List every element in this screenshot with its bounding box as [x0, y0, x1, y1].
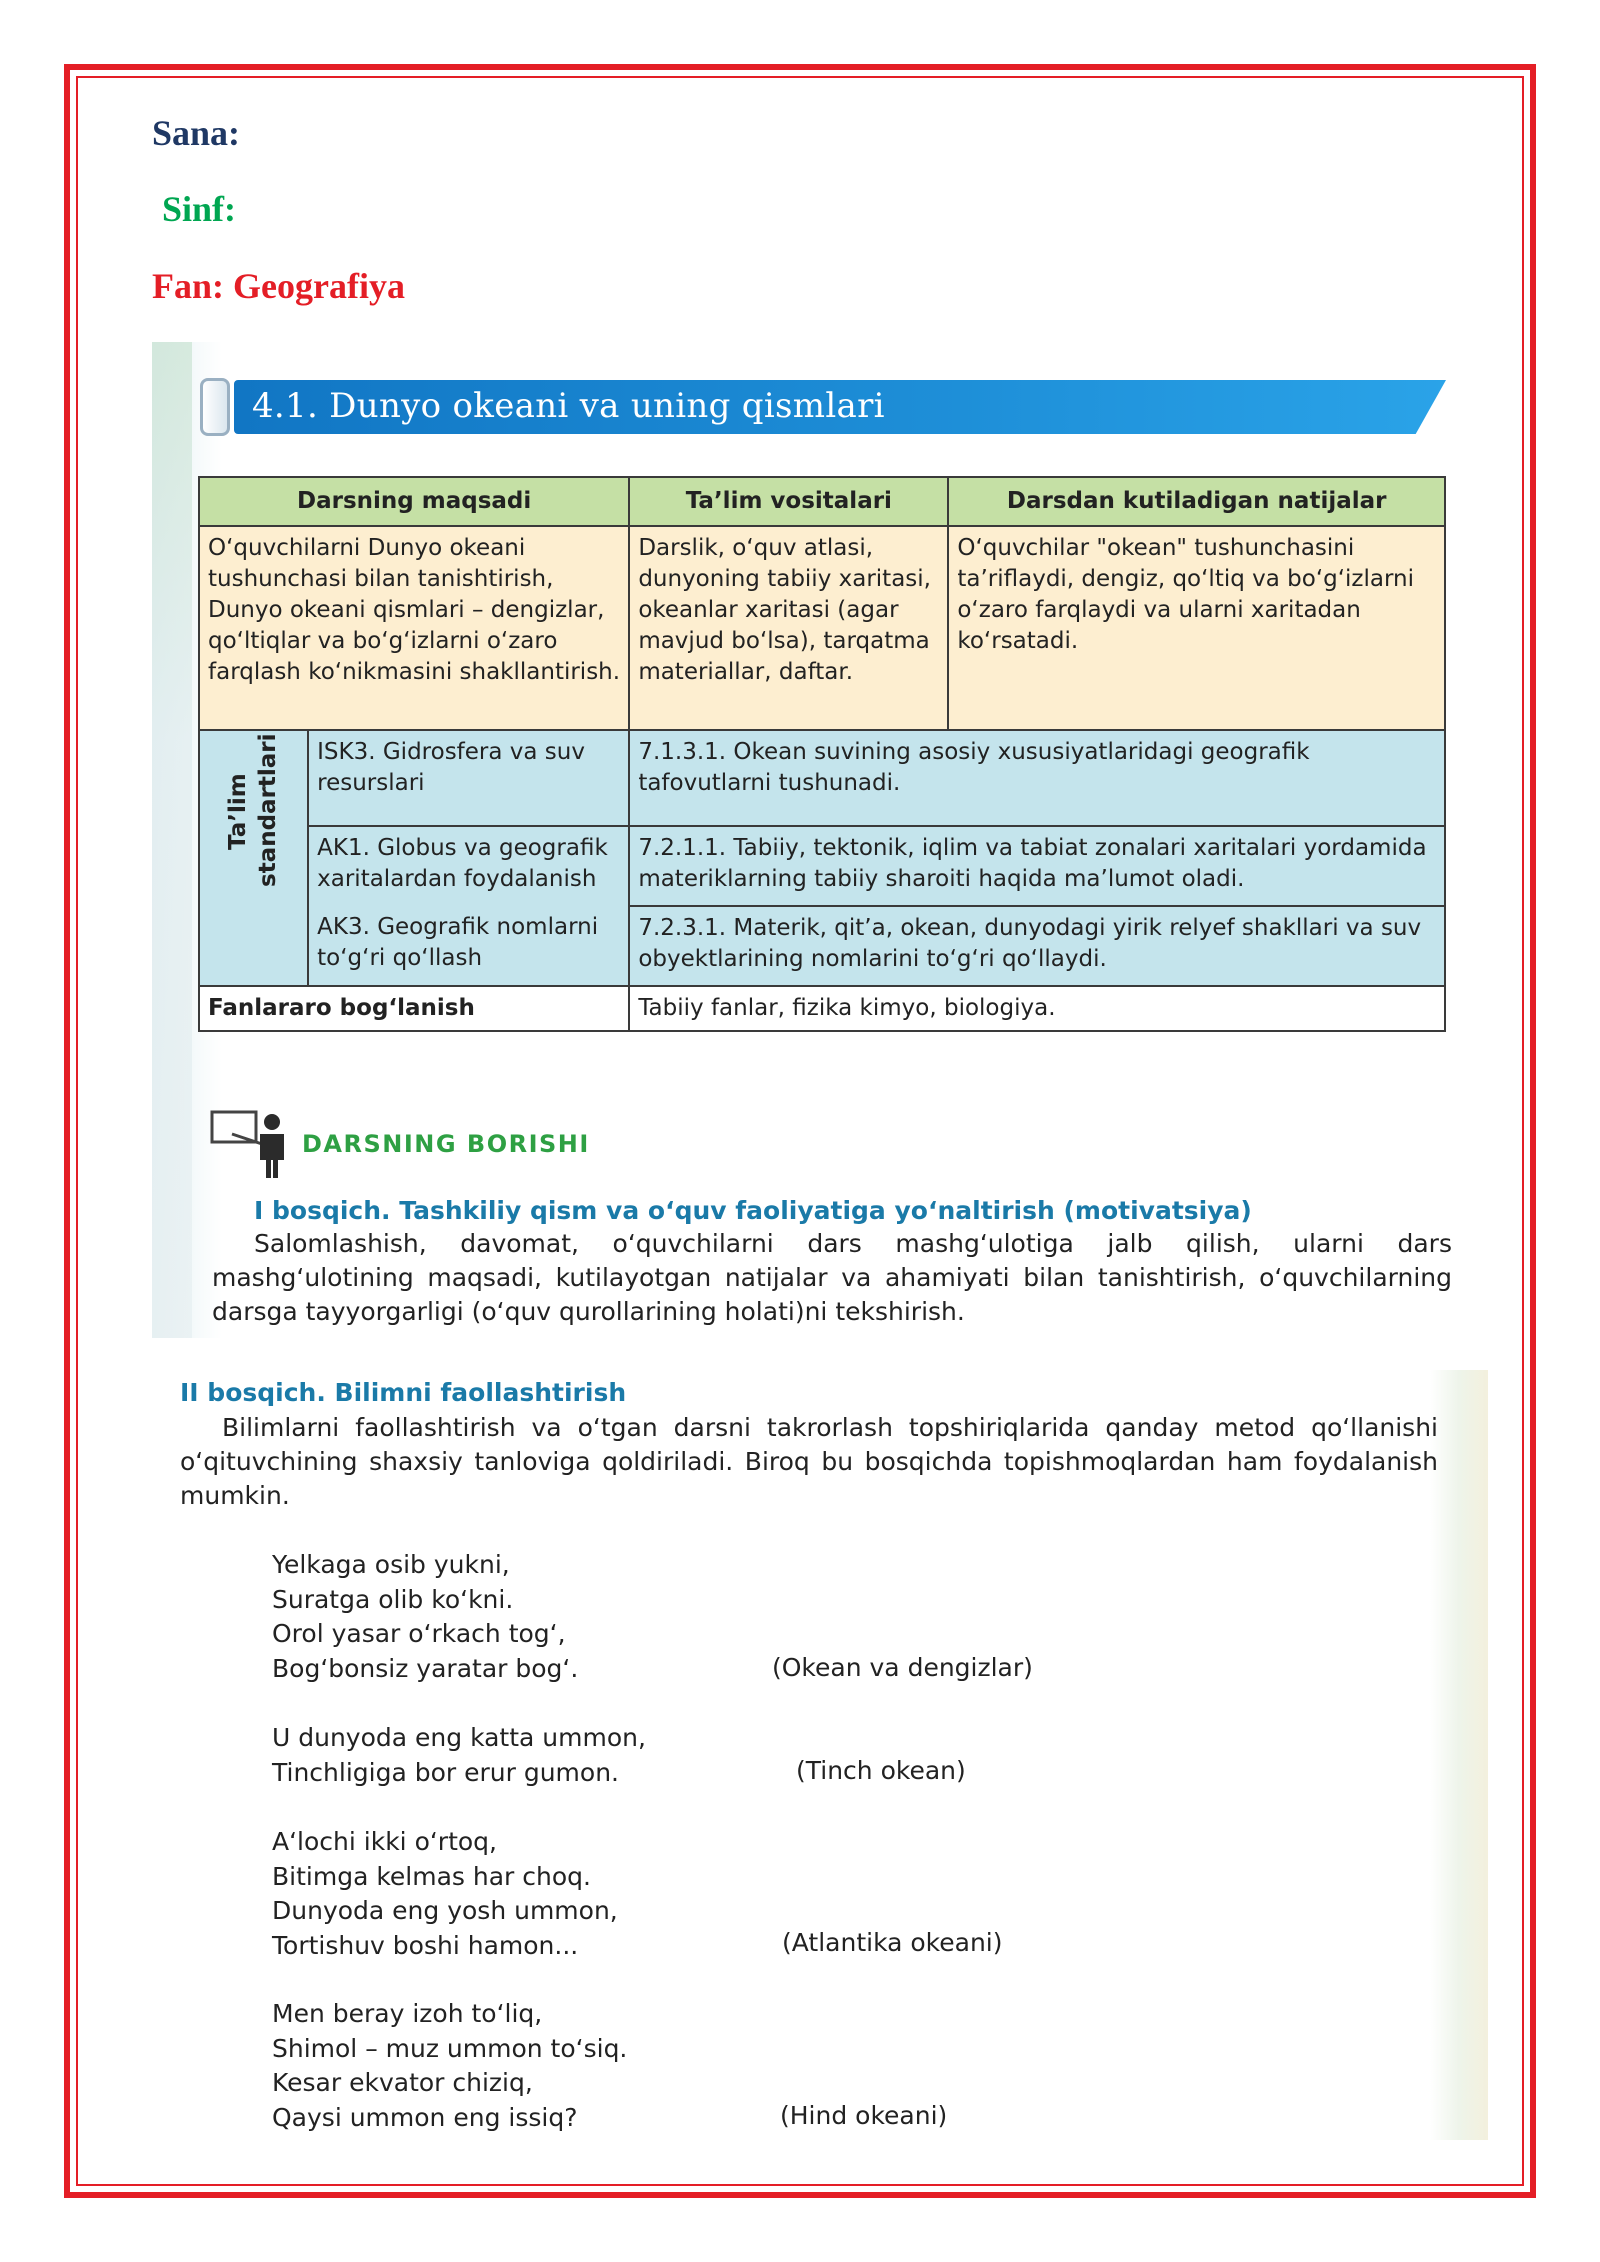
riddle-4-answer: (Hind okeani) [780, 2101, 948, 2130]
standards-label: Ta’lim standartlari [224, 733, 281, 887]
riddle-3 [272, 1825, 618, 1963]
riddle-1-answer: (Okean va dengizlar) [772, 1653, 1033, 1682]
table-row [199, 826, 1445, 906]
standards-label-cell [199, 730, 308, 986]
teacher-board-icon [210, 1108, 292, 1180]
stage1-text: Salomlashish, davomat, o‘quvchilarni dars mashg‘ulotiga jalb qilish, ularni dars mashg‘ulotining maqsadi, kutilayotgan natijalar va ahamiyati bilan tanishtirish, o‘quvchilarning darsga tayyorgarligi (o‘quv qurollarining holati)ni tekshirish. [212, 1229, 1452, 1326]
goal-cell: O‘quvchilarni Dunyo okeani tushunchasi bilan tanishtirish, Dunyo okeani qismlari – dengizlar, qo‘ltiqlar va bo‘g‘izlarni o‘zaro farqlash ko‘nikmasini shakllantirish. [199, 526, 629, 730]
standard-desc: 7.1.3.1. Okean suvining asosiy xususiyatlaridagi geografik tafovutlarni tushunadi. [629, 730, 1445, 826]
stage2-title: II bosqich. Bilimni faollashtirish [180, 1378, 627, 1407]
table-row [199, 986, 1445, 1031]
table-header-row [199, 477, 1445, 526]
riddle-line: Shimol – muz ummon to‘siq. [272, 2033, 628, 2063]
riddle-line: Men beray izoh to‘liq, [272, 1999, 543, 2028]
standard-code: ISK3. Gidrosfera va suv resurslari [308, 730, 629, 826]
riddle-line: Tinchligiga bor erur gumon. [272, 1757, 619, 1787]
riddle-line: Dunyoda eng yosh ummon, [272, 1896, 618, 1925]
header-results: Darsdan kutiladigan natijalar [948, 477, 1445, 526]
table-row [199, 526, 1445, 730]
riddle-line: Yelkaga osib yukni, [272, 1550, 510, 1579]
riddle-line: Suratga olib ko‘kni. [272, 1584, 514, 1614]
riddle-line: Bitimga kelmas har choq. [272, 1861, 591, 1891]
riddle-line: U dunyoda eng katta ummon, [272, 1723, 646, 1752]
tools-cell: Darslik, o‘quv atlasi, dunyoning tabiiy xaritasi, okeanlar xaritasi (agar mavjud bo‘lsa), tarqatma materiallar, daftar. [629, 526, 948, 730]
standard-desc: 7.2.3.1. Materik, qit’a, okean, dunyodagi yirik relyef shakllari va suv obyektlarining nomlarini to‘g‘ri qo‘llaydi. [629, 906, 1445, 986]
riddle-2-answer: (Tinch okean) [796, 1756, 966, 1785]
standard-desc: 7.2.1.1. Tabiiy, tektonik, iqlim va tabiat zonalari xaritalari yordamida materiklarning tabiiy sharoiti haqida ma’lumot oladi. [629, 826, 1445, 906]
riddle-4 [272, 1997, 627, 2135]
textbook-panel-edge [152, 342, 192, 1338]
riddle-line: Qaysi ummon eng issiq? [272, 2102, 578, 2132]
riddle-line: Orol yasar o‘rkach tog‘, [272, 1619, 566, 1648]
header-tools: Ta’lim vositalari [629, 477, 948, 526]
process-heading: DARSNING BORISHI [302, 1130, 590, 1158]
stage2-text: Bilimlarni faollashtirish va o‘tgan darsni takrorlash topshiriqlarida qanday metod qo‘llanishi o‘qituvchining shaxsiy tanloviga qoldiriladi. Biroq bu bosqichda topishmoqlardan ham foydalanish mumkin. [180, 1413, 1438, 1510]
riddle-2 [272, 1721, 646, 1790]
header-goal: Darsning maqsadi [199, 477, 629, 526]
interdisciplinary-label: Fanlararo bog‘lanish [199, 986, 629, 1031]
textbook-panel-right-edge [1430, 1370, 1488, 2140]
table-row [199, 730, 1445, 826]
subject-label: Fan: Geografiya [152, 266, 405, 306]
table-row [199, 906, 1445, 986]
riddle-line: Kesar ekvator chiziq, [272, 2068, 533, 2097]
class-label: Sinf: [162, 189, 237, 229]
date-label: Sana: [152, 113, 241, 153]
lesson-title: 4.1. Dunyo okeani va uning qismlari [252, 386, 885, 426]
lesson-title-banner [200, 376, 1450, 440]
results-cell: O‘quvchilar "okean" tushunchasini ta’riflaydi, dengiz, qo‘ltiq va bo‘g‘izlarni o‘zaro farqlaydi va ularni xaritadan ko‘rsatadi. [948, 526, 1445, 730]
riddle-line: A‘lochi ikki o‘rtoq, [272, 1827, 497, 1856]
stage1-title: I bosqich. Tashkiliy qism va o‘quv faoliyatiga yo‘naltirish (motivatsiya) [254, 1196, 1252, 1225]
banner-tab [200, 378, 230, 436]
lesson-plan-table [198, 476, 1446, 1032]
riddle-1 [272, 1548, 578, 1686]
interdisciplinary-value: Tabiiy fanlar, fizika kimyo, biologiya. [629, 986, 1445, 1031]
riddle-line: Bog‘bonsiz yaratar bog‘. [272, 1653, 579, 1683]
standard-code: AK3. Geografik nomlarni to‘g‘ri qo‘llash [308, 906, 629, 986]
standard-code: AK1. Globus va geografik xaritalardan foydalanish [308, 826, 629, 906]
riddle-line: Tortishuv boshi hamon... [272, 1930, 579, 1960]
riddle-3-answer: (Atlantika okeani) [782, 1928, 1003, 1957]
